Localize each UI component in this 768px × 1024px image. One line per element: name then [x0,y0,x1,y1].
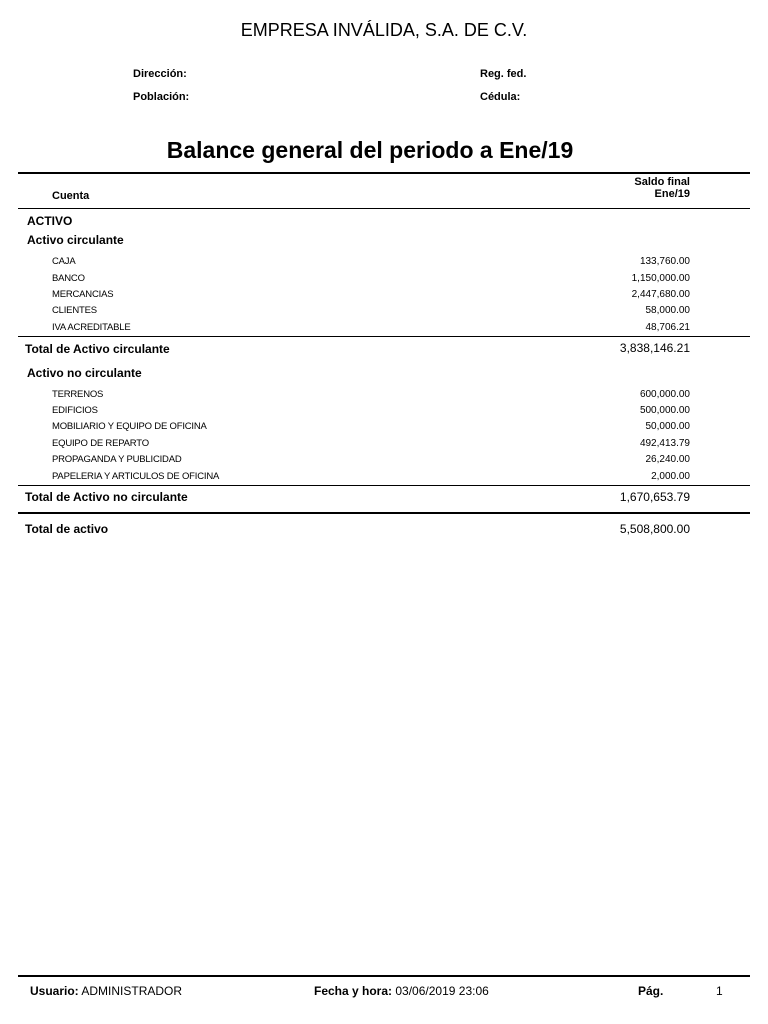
section-activo: ACTIVO [27,214,73,228]
account-amount: 48,706.21 [645,322,690,333]
account-amount: 492,413.79 [639,438,690,449]
account-amount: 600,000.00 [639,389,690,400]
fecha-label: Fecha y hora: [314,984,393,998]
header-bottom-rule [18,208,750,209]
account-amount: 133,760.00 [639,256,690,267]
account-amount: 2,000.00 [651,471,690,482]
subtotal-rule [18,485,750,486]
total-activo-amount: 5,508,800.00 [619,522,690,536]
subtotal-rule [18,336,750,337]
account-name: CAJA [52,256,76,267]
total-activo-label: Total de activo [25,522,109,536]
total-circulante-label: Total de Activo circulante [25,342,170,356]
col-saldo-header-line1: Saldo final [634,176,690,188]
account-name: EQUIPO DE REPARTO [52,438,149,449]
account-name: MERCANCIAS [52,289,114,300]
account-amount: 2,447,680.00 [631,289,690,300]
total-circulante-amount: 3,838,146.21 [619,341,690,355]
fecha-value: 03/06/2019 23:06 [395,984,489,998]
footer-pag-value: 1 [716,984,723,998]
col-saldo-header-line2: Ene/19 [654,188,690,200]
account-amount: 1,150,000.00 [631,273,690,284]
account-name: EDIFICIOS [52,405,98,416]
account-amount: 500,000.00 [639,405,690,416]
poblacion-label: Población: [133,91,190,103]
cedula-label: Cédula: [480,91,521,103]
account-name: PAPELERIA Y ARTICULOS DE OFICINA [52,471,220,482]
company-name: EMPRESA INVÁLIDA, S.A. DE C.V. [240,20,528,40]
account-amount: 26,240.00 [645,454,690,465]
account-name: MOBILIARIO Y EQUIPO DE OFICINA [52,421,207,432]
section-activo-no-circulante: Activo no circulante [27,366,142,380]
section-activo-circulante: Activo circulante [27,233,124,247]
regfed-label: Reg. fed. [480,68,527,80]
footer-rule [18,975,750,977]
account-name: CLIENTES [52,305,97,316]
account-amount: 58,000.00 [645,305,690,316]
grand-total-rule [18,512,750,514]
total-no-circulante-amount: 1,670,653.79 [619,490,690,504]
account-name: TERRENOS [52,389,104,400]
usuario-label: Usuario: [30,984,79,998]
account-name: BANCO [52,273,85,284]
account-name: PROPAGANDA Y PUBLICIDAD [52,454,182,465]
account-name: IVA ACREDITABLE [52,322,131,333]
account-amount: 50,000.00 [645,421,690,432]
col-cuenta-header: Cuenta [52,190,90,202]
total-no-circulante-label: Total de Activo no circulante [25,490,188,504]
footer-usuario [30,984,182,998]
footer-pag-label: Pág. [638,984,664,998]
table-top-rule [18,172,750,174]
footer-fecha [314,984,489,998]
usuario-value: ADMINISTRADOR [81,984,183,998]
report-title: Balance general del periodo a Ene/19 [166,137,574,163]
direccion-label: Dirección: [133,68,187,80]
